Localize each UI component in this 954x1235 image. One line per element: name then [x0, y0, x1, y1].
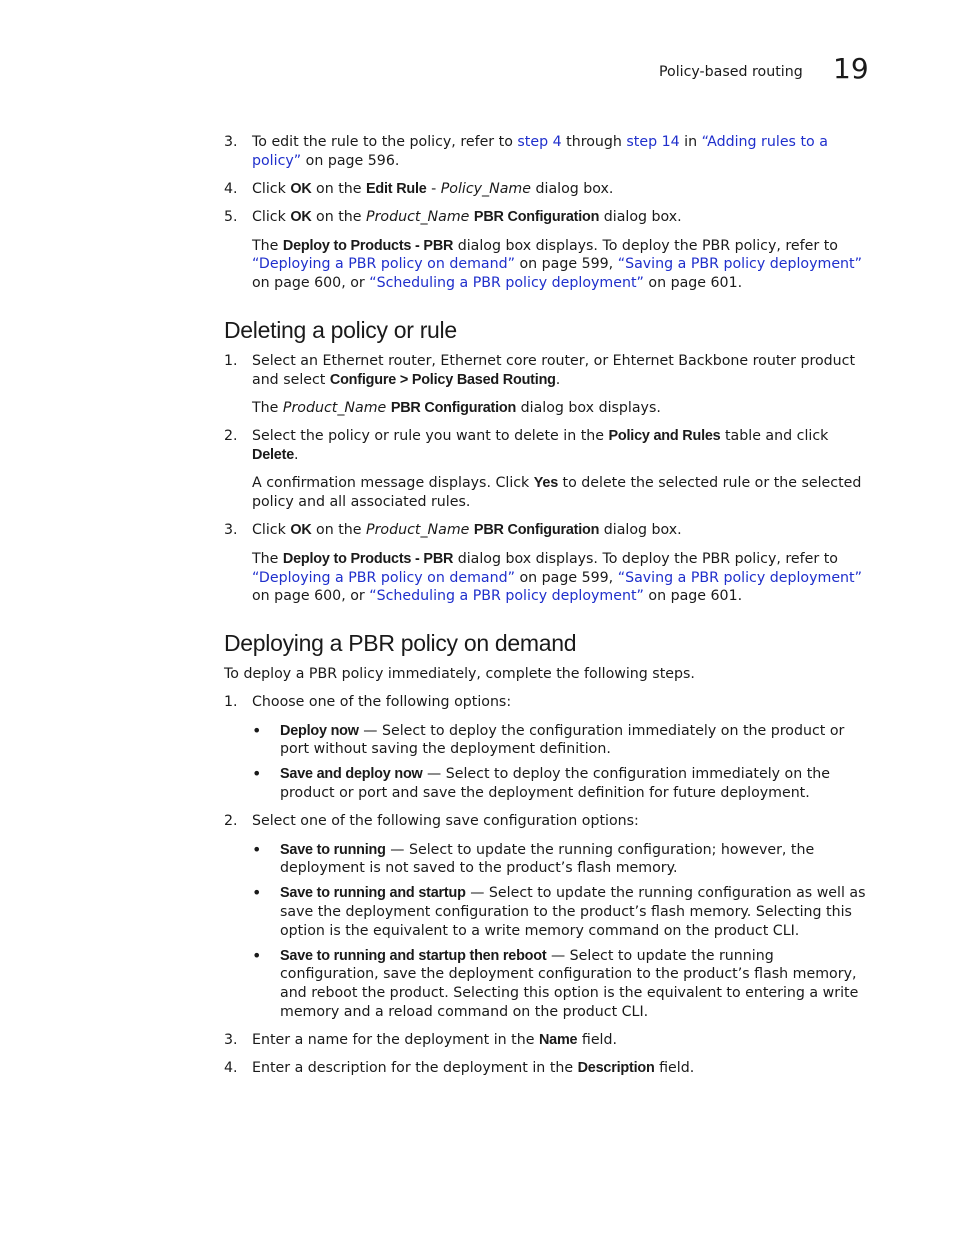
ui-term: PBR Configuration — [473, 522, 600, 539]
page-content — [224, 133, 872, 1088]
bullet-save-to-running-and-startup — [224, 884, 872, 940]
text: — Select to deploy the configuration immediately on the product or port without saving the deployment definition. — [280, 722, 845, 758]
text: dialog box. — [530, 181, 614, 198]
text: on page 596. — [301, 152, 400, 169]
bullet-save-and-deploy-now — [224, 765, 872, 803]
text: dialog box displays. To deploy the PBR policy, refer to — [453, 237, 838, 254]
link-adding-rules[interactable]: “Adding rules to a policy” — [252, 134, 828, 169]
text: on the — [311, 522, 367, 539]
deploy-step-2 — [224, 812, 872, 831]
ui-term: PBR Configuration — [473, 209, 600, 226]
deploy-step-4 — [224, 1059, 872, 1078]
variable-term: Product_Name — [366, 209, 470, 226]
text: field. — [577, 1032, 618, 1049]
delete-step-3 — [224, 521, 872, 540]
text: The — [252, 237, 283, 254]
delete-step-2 — [224, 427, 872, 465]
deploy-intro: To deploy a PBR policy immediately, complete the following steps. — [224, 665, 695, 682]
text: — Select to deploy the configuration immediately on the product or port and save the deployment definition for future deployment. — [280, 766, 831, 801]
step-number: 3. — [224, 134, 238, 150]
ui-term: OK — [290, 209, 312, 226]
delete-para-3 — [224, 550, 872, 606]
ui-term: Description — [577, 1060, 655, 1077]
bullet-icon: • — [252, 764, 262, 784]
text: - — [426, 181, 441, 198]
text: To edit the rule to the policy, refer to — [252, 134, 518, 150]
text: . — [294, 447, 299, 464]
text: in — [679, 134, 702, 150]
text: dialog box displays. — [516, 399, 661, 416]
text: to delete the selected rule or the selected policy and all associated rules. — [252, 475, 862, 511]
text: — Select to update the running configuration; however, the deployment is not saved to the product’s flash memory. — [280, 841, 815, 877]
variable-term: Policy_Name — [440, 181, 531, 198]
ui-term: Save to running — [280, 841, 386, 858]
step-4-click-ok — [224, 180, 872, 199]
link-scheduling-deployment[interactable]: “Scheduling a PBR policy deployment” — [369, 588, 644, 605]
ui-term: Policy and Rules — [608, 428, 721, 445]
text: field. — [654, 1060, 695, 1077]
text: table and click — [720, 428, 829, 445]
bullet-icon: • — [252, 839, 262, 859]
text: The — [252, 550, 283, 567]
text: on page 599, — [514, 256, 618, 273]
text: Enter a description for the deployment in the — [252, 1060, 578, 1077]
link-saving-deployment[interactable]: “Saving a PBR policy deployment” — [617, 569, 862, 586]
delete-step-1 — [224, 352, 872, 390]
text: through — [561, 134, 627, 150]
step-5-click-ok — [224, 208, 872, 227]
bullet-icon: • — [252, 945, 262, 965]
step-number: 5. — [224, 209, 238, 226]
text: Select one of the following save configuration options: — [252, 813, 639, 830]
ui-term: Deploy now — [280, 722, 359, 739]
text: on page 600, or — [252, 588, 370, 605]
text: on page 600, or — [252, 275, 370, 292]
text: dialog box. — [599, 522, 682, 539]
variable-term: Product_Name — [282, 399, 387, 416]
text: — Select to update the running configuration as well as save the deployment configuration to the product’s flash memory. Selecting this option is the equivalent to a write memory command on the product CLI. — [280, 885, 866, 939]
text: dialog box displays. To deploy the PBR policy, refer to — [453, 550, 838, 567]
ui-term: Yes — [533, 475, 559, 492]
step-number: 1. — [224, 352, 238, 369]
ui-term: OK — [290, 522, 312, 539]
link-step-14[interactable]: step 14 — [626, 134, 680, 150]
link-deploying-on-demand[interactable]: “Deploying a PBR policy on demand” — [252, 256, 515, 273]
bullet-save-to-running — [224, 841, 872, 879]
text: Select the policy or rule you want to delete in the — [252, 428, 609, 445]
link-deploying-on-demand[interactable]: “Deploying a PBR policy on demand” — [252, 569, 515, 586]
step-3-edit-rule — [224, 133, 872, 171]
ui-term: Name — [538, 1032, 578, 1049]
text: on page 599, — [514, 569, 618, 586]
link-step-4[interactable]: step 4 — [517, 134, 562, 150]
link-scheduling-deployment[interactable]: “Scheduling a PBR policy deployment” — [369, 275, 644, 292]
step-number: 4. — [224, 1060, 238, 1077]
text: Select an Ethernet router, Ethernet core router, or Ehternet Backbone router product and select — [252, 352, 856, 388]
link-saving-deployment[interactable]: “Saving a PBR policy deployment” — [617, 256, 862, 273]
step-number: 3. — [224, 1032, 238, 1049]
ui-term: PBR Configuration — [390, 399, 517, 416]
text: on page 601. — [643, 588, 743, 605]
text: Enter a name for the deployment in the — [252, 1032, 539, 1049]
bullet-icon: • — [252, 720, 262, 740]
step-number: 2. — [224, 428, 238, 445]
section-heading-deleting: Deleting a policy or rule — [224, 317, 457, 344]
text: Click — [252, 181, 291, 198]
delete-para-2 — [224, 474, 872, 512]
step-number: 4. — [224, 181, 238, 198]
header-title: Policy-based routing — [659, 64, 803, 80]
ui-term: Edit Rule — [366, 181, 427, 198]
bullet-save-startup-reboot — [224, 947, 872, 1022]
deploy-step-3 — [224, 1031, 872, 1050]
text: Choose one of the following options: — [252, 694, 512, 711]
section-heading-deploying: Deploying a PBR policy on demand — [224, 630, 577, 657]
ui-term: Delete — [252, 447, 294, 464]
bullet-deploy-now — [224, 722, 872, 760]
variable-term: Product_Name — [366, 522, 470, 539]
text: Click — [252, 522, 291, 539]
text: on the — [311, 181, 367, 198]
ui-term: Configure > Policy Based Routing — [329, 371, 556, 388]
text: The — [252, 399, 283, 416]
text: A confirmation message displays. Click — [252, 475, 534, 492]
ui-term: Deploy to Products - PBR — [282, 237, 454, 254]
deploy-dialog-note — [224, 237, 872, 293]
ui-term: Deploy to Products - PBR — [282, 550, 454, 567]
step-number: 3. — [224, 522, 238, 539]
ui-term: OK — [290, 181, 312, 198]
step-number: 2. — [224, 813, 238, 830]
text: Click — [252, 209, 291, 226]
step-number: 1. — [224, 694, 238, 711]
text: . — [555, 371, 561, 388]
text: dialog box. — [599, 209, 682, 226]
bullet-icon: • — [252, 883, 262, 903]
chapter-number: 19 — [833, 52, 869, 85]
ui-term: Save to running and startup — [280, 885, 466, 902]
ui-term: Save and deploy now — [280, 766, 423, 783]
delete-para-1 — [224, 399, 872, 418]
text: on page 601. — [643, 275, 743, 292]
text: — Select to update the running configuration, save the deployment configuration to the product’s flash memory, and reboot the product. Selecting this option is the equivalent to entering a write memory and a reload command on the product CLI. — [280, 947, 859, 1020]
ui-term: Save to running and startup then reboot — [280, 947, 547, 964]
text: on the — [311, 209, 367, 226]
deploy-step-1 — [224, 693, 872, 712]
